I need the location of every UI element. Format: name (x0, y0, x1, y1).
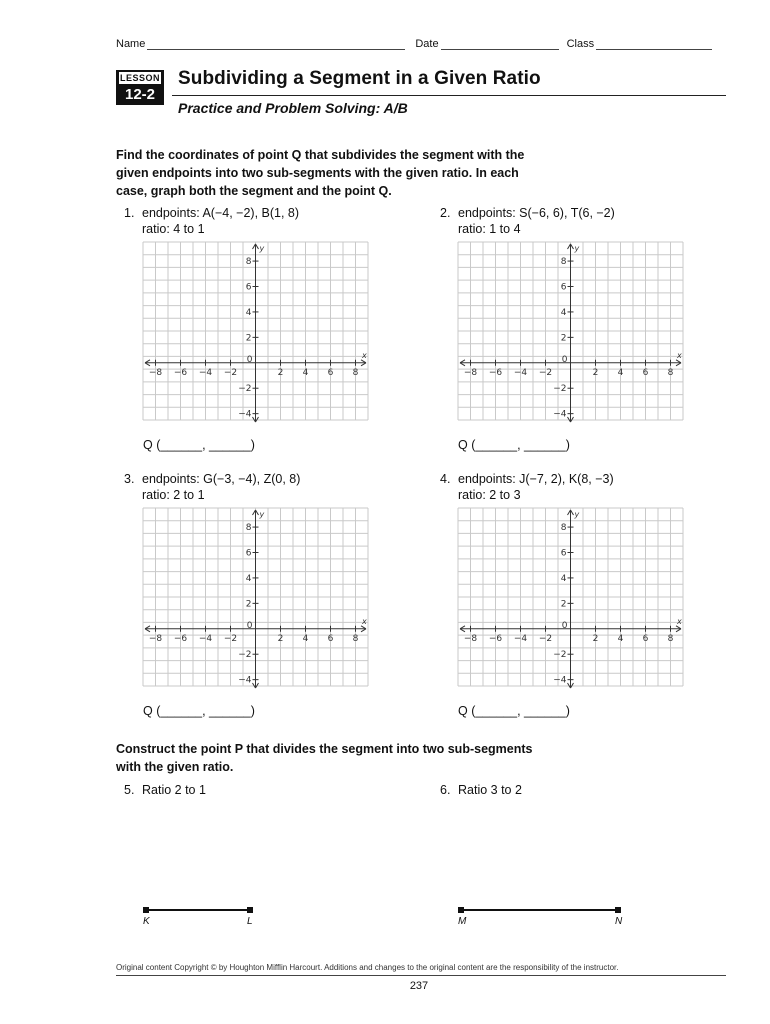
x-tick-label: −2 (538, 633, 553, 644)
point-label-m: M (458, 916, 467, 927)
problem-number: 4. (440, 472, 451, 486)
x-tick-label: −4 (198, 367, 213, 378)
problem-endpoints: endpoints: S(−6, 6), T(6, −2) (458, 206, 615, 220)
y-axis-label: y (574, 510, 580, 519)
copyright-notice: Original content Copyright © by Houghton Mifflin Harcourt. Additions and changes to the original content are the responsibility of the instructor. (116, 963, 619, 972)
x-tick-label: 6 (327, 633, 334, 644)
coordinate-grid[interactable] (143, 242, 368, 420)
class-field[interactable] (596, 38, 712, 50)
coordinate-grid[interactable] (458, 508, 683, 686)
x-tick-label: −8 (148, 633, 163, 644)
segment-mn[interactable] (461, 909, 619, 911)
y-axis-label: y (259, 510, 265, 519)
y-tick-label: 4 (245, 307, 252, 318)
coordinate-grid[interactable] (458, 242, 683, 420)
x-axis-label: x (677, 350, 682, 360)
name-label: Name (116, 38, 146, 50)
x-tick-label: 2 (592, 633, 599, 644)
x-tick-label: 2 (277, 633, 284, 644)
problem-number: 6. (440, 783, 451, 797)
x-axis-label: x (362, 350, 367, 360)
point-label-n: N (615, 916, 623, 927)
answer-blank[interactable]: Q (______, ______) (458, 704, 570, 718)
problem-ratio: ratio: 2 to 1 (142, 488, 205, 502)
y-tick-label: 2 (560, 333, 567, 344)
x-tick-label: 8 (352, 367, 359, 378)
lesson-title: Subdividing a Segment in a Given Ratio (178, 68, 541, 89)
instruction-line: Find the coordinates of point Q that subdivides the segment with the (116, 148, 525, 162)
y-tick-label: 8 (245, 523, 252, 534)
instruction-line: with the given ratio. (116, 760, 234, 774)
x-tick-label: −6 (488, 367, 503, 378)
problem-endpoints: endpoints: G(−3, −4), Z(0, 8) (142, 472, 301, 486)
y-tick-label: −4 (238, 675, 252, 686)
x-tick-label: 6 (642, 633, 649, 644)
y-tick-label: 2 (560, 599, 567, 610)
y-tick-label: 8 (560, 523, 567, 534)
x-tick-label: 8 (667, 367, 674, 378)
y-tick-label: 4 (560, 573, 567, 584)
problem-ratio: Ratio 2 to 1 (142, 783, 206, 797)
x-axis-label: x (362, 616, 367, 626)
problem-1 (124, 205, 299, 237)
endpoint-n (615, 907, 621, 913)
y-tick-label: 2 (245, 333, 252, 344)
problem-2 (440, 205, 615, 237)
x-tick-label: 0 (246, 620, 253, 631)
x-tick-label: 4 (617, 633, 624, 644)
answer-blank[interactable]: Q (______, ______) (143, 438, 255, 452)
x-tick-label: 2 (277, 367, 284, 378)
problem-ratio: ratio: 1 to 4 (458, 222, 521, 236)
endpoint-m (458, 907, 464, 913)
y-tick-label: 2 (245, 599, 252, 610)
x-tick-label: 4 (302, 367, 309, 378)
class-label: Class (566, 38, 595, 50)
x-tick-label: −6 (488, 633, 503, 644)
problem-4 (440, 471, 614, 503)
y-tick-label: 6 (245, 282, 252, 293)
x-tick-label: 6 (327, 367, 334, 378)
lesson-badge-number: 12-2 (124, 86, 156, 103)
y-tick-label: 6 (560, 548, 567, 559)
footer-divider (116, 975, 726, 976)
page-number: 237 (409, 980, 429, 992)
endpoint-k (143, 907, 149, 913)
y-tick-label: 8 (560, 257, 567, 268)
problem-endpoints: endpoints: A(−4, −2), B(1, 8) (142, 206, 300, 220)
student-info-header (116, 38, 726, 50)
y-axis-label: y (259, 244, 265, 253)
lesson-badge-label: LESSON (119, 73, 160, 83)
y-tick-label: 8 (245, 257, 252, 268)
y-tick-label: −4 (238, 409, 252, 420)
x-tick-label: −2 (223, 367, 238, 378)
x-tick-label: −6 (173, 633, 188, 644)
problem-endpoints: endpoints: J(−7, 2), K(8, −3) (458, 472, 614, 486)
x-tick-label: 4 (302, 633, 309, 644)
instructions-construction (116, 740, 596, 776)
y-axis-label: y (574, 244, 580, 253)
y-tick-label: 4 (245, 573, 252, 584)
x-tick-label: −2 (538, 367, 553, 378)
date-field[interactable] (441, 38, 559, 50)
problem-ratio: ratio: 4 to 1 (142, 222, 205, 236)
x-tick-label: −4 (513, 633, 528, 644)
problem-number: 1. (124, 206, 135, 220)
problem-number: 5. (124, 783, 135, 797)
segment-kl[interactable] (146, 909, 251, 911)
x-tick-label: −4 (198, 633, 213, 644)
x-tick-label: 0 (561, 620, 568, 631)
instruction-line: given endpoints into two sub-segments with the given ratio. In each (116, 166, 519, 180)
name-field[interactable] (147, 38, 405, 50)
y-tick-label: −4 (553, 409, 567, 420)
problem-ratio: Ratio 3 to 2 (458, 783, 522, 797)
problem-5 (124, 782, 206, 798)
lesson-badge (116, 70, 164, 105)
y-tick-label: −2 (238, 384, 252, 395)
x-tick-label: 8 (667, 633, 674, 644)
x-tick-label: −8 (463, 367, 478, 378)
y-tick-label: 4 (560, 307, 567, 318)
instructions-coordinates (116, 146, 596, 200)
x-tick-label: 6 (642, 367, 649, 378)
y-tick-label: −2 (553, 384, 567, 395)
x-tick-label: 0 (246, 354, 253, 365)
problem-3 (124, 471, 300, 503)
y-tick-label: −2 (553, 650, 567, 661)
problem-ratio: ratio: 2 to 3 (458, 488, 521, 502)
x-tick-label: −8 (148, 367, 163, 378)
x-tick-label: 4 (617, 367, 624, 378)
instruction-line: case, graph both the segment and the point Q. (116, 184, 392, 198)
y-tick-label: −4 (553, 675, 567, 686)
problem-number: 2. (440, 206, 451, 220)
x-tick-label: −2 (223, 633, 238, 644)
x-tick-label: −4 (513, 367, 528, 378)
point-label-k: K (143, 916, 150, 927)
y-tick-label: 6 (245, 548, 252, 559)
x-axis-label: x (677, 616, 682, 626)
answer-blank[interactable]: Q (______, ______) (143, 704, 255, 718)
coordinate-grid[interactable] (143, 508, 368, 686)
title-divider (172, 95, 726, 96)
problem-6 (440, 782, 522, 798)
instruction-line: Construct the point P that divides the segment into two sub-segments (116, 742, 533, 756)
x-tick-label: −8 (463, 633, 478, 644)
y-tick-label: −2 (238, 650, 252, 661)
problem-number: 3. (124, 472, 135, 486)
lesson-subtitle: Practice and Problem Solving: A/B (178, 100, 408, 116)
x-tick-label: 0 (561, 354, 568, 365)
x-tick-label: 8 (352, 633, 359, 644)
x-tick-label: −6 (173, 367, 188, 378)
point-label-l: L (247, 916, 253, 927)
answer-blank[interactable]: Q (______, ______) (458, 438, 570, 452)
x-tick-label: 2 (592, 367, 599, 378)
y-tick-label: 6 (560, 282, 567, 293)
date-label: Date (415, 38, 439, 50)
endpoint-l (247, 907, 253, 913)
